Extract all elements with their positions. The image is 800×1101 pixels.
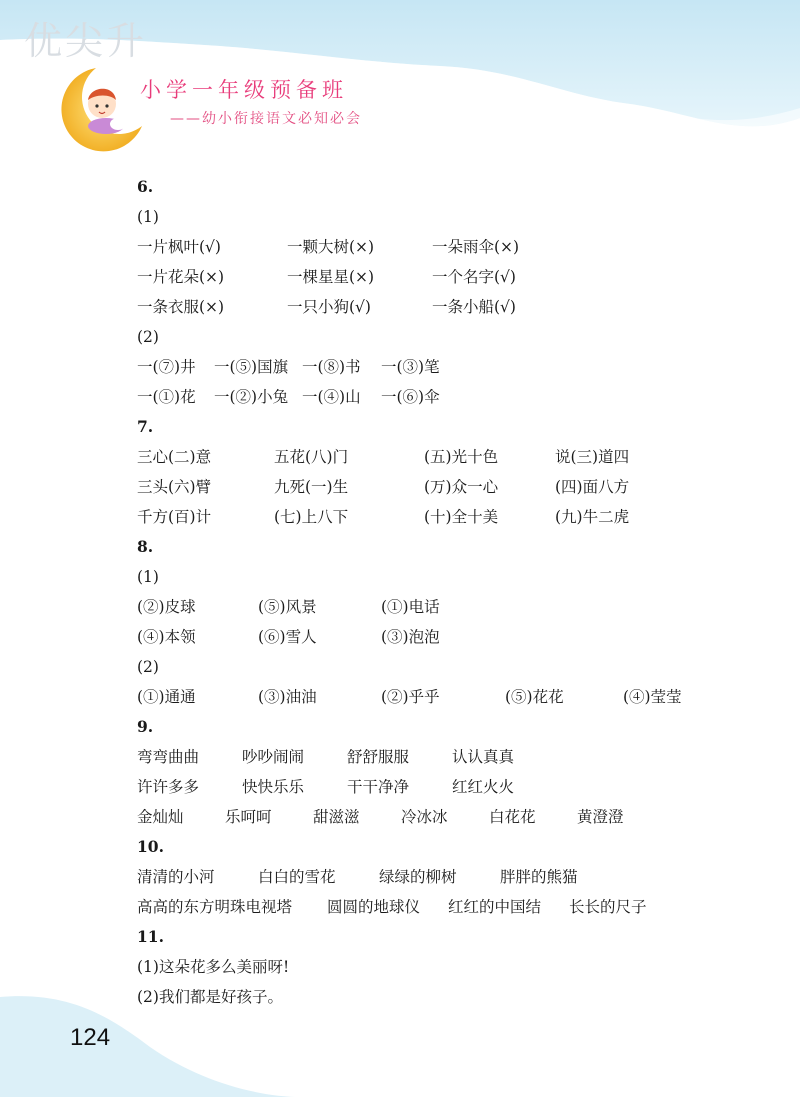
- phrase-item: 白白的雪花: [258, 868, 336, 886]
- q6-item: 一片花朵(×): [137, 268, 225, 286]
- page-header: [0, 0, 800, 170]
- q6-part2-label: (2): [137, 328, 159, 346]
- reduplicated-word: 许许多多: [137, 778, 200, 796]
- banner-subtitle: ——幼小衔接语文必知必会: [170, 111, 362, 127]
- q8-item: (①)电话: [381, 598, 440, 616]
- idiom-item: 九死(一)生: [274, 478, 349, 496]
- reduplicated-word: 认认真真: [452, 748, 515, 766]
- q6-row: [137, 262, 757, 292]
- q6-row: [137, 232, 757, 262]
- idiom-item: 五花(八)门: [274, 448, 349, 466]
- phrase-item: 高高的东方明珠电视塔: [137, 898, 293, 916]
- idiom-item: (七)上八下: [274, 508, 349, 526]
- q8-part2-label: (2): [137, 658, 159, 676]
- idiom-item: 说(三)道四: [555, 448, 630, 466]
- q6-measure-item: 一(⑤)国旗: [214, 358, 289, 376]
- q6-measure-item: 一(⑦)井: [137, 358, 196, 376]
- idiom-item: (四)面八方: [555, 478, 630, 496]
- question-9-label: 9.: [137, 717, 154, 736]
- q6-item: 一片枫叶(√): [137, 238, 221, 256]
- q8-item: (①)通通: [137, 688, 196, 706]
- q8-item: (⑤)风景: [258, 598, 317, 616]
- moon-child-icon: [56, 64, 146, 154]
- reduplicated-word: 冷冰冰: [401, 808, 448, 826]
- q6-measure-item: 一(③)笔: [381, 358, 440, 376]
- q6-measure-item: 一(②)小兔: [214, 388, 289, 406]
- phrase-item: 红红的中国结: [448, 898, 542, 916]
- q6-item: 一个名字(√): [432, 268, 516, 286]
- q7-row: [137, 502, 757, 532]
- q6-item: 一颗大树(×): [287, 238, 375, 256]
- q6-row: [137, 292, 757, 322]
- q8-item: (②)乎乎: [381, 688, 440, 706]
- q6-measure-item: 一(④)山: [302, 388, 361, 406]
- idiom-item: 三头(六)臂: [137, 478, 212, 496]
- reduplicated-word: 干干净净: [347, 778, 410, 796]
- reduplicated-word: 金灿灿: [137, 808, 184, 826]
- reduplicated-word: 吵吵闹闹: [242, 748, 305, 766]
- q7-row: [137, 442, 757, 472]
- q11-sentence: (2)我们都是好孩子。: [137, 988, 283, 1006]
- reduplicated-word: 弯弯曲曲: [137, 748, 200, 766]
- q6-measure-item: 一(⑧)书: [302, 358, 361, 376]
- idiom-item: (十)全十美: [424, 508, 499, 526]
- q6-measure-item: 一(①)花: [137, 388, 196, 406]
- q8-row: [137, 682, 757, 712]
- q8-item: (⑥)雪人: [258, 628, 317, 646]
- idiom-item: (万)众一心: [424, 478, 499, 496]
- q9-row: [137, 742, 757, 772]
- q6-measure-item: 一(⑥)伞: [381, 388, 440, 406]
- brand-logo-text: 优尖升: [24, 19, 148, 63]
- idiom-item: (九)牛二虎: [555, 508, 630, 526]
- q8-row: [137, 592, 757, 622]
- q7-row: [137, 472, 757, 502]
- question-6-label: 6.: [137, 177, 154, 196]
- q6-part1-label: (1): [137, 208, 159, 226]
- q10-row: [137, 892, 757, 922]
- question-7-label: 7.: [137, 417, 154, 436]
- question-8-label: 8.: [137, 537, 154, 556]
- q6-item: 一棵星星(×): [287, 268, 375, 286]
- q6-item: 一条小船(√): [432, 298, 516, 316]
- phrase-item: 胖胖的熊猫: [500, 868, 578, 886]
- q8-item: (④)莹莹: [623, 688, 682, 706]
- reduplicated-word: 黄澄澄: [577, 808, 624, 826]
- reduplicated-word: 红红火火: [452, 778, 515, 796]
- reduplicated-word: 乐呵呵: [225, 808, 272, 826]
- q8-item: (⑤)花花: [505, 688, 564, 706]
- idiom-item: 千方(百)计: [137, 508, 212, 526]
- reduplicated-word: 白花花: [489, 808, 536, 826]
- q11-sentence: (1)这朵花多么美丽呀!: [137, 958, 290, 976]
- reduplicated-word: 快快乐乐: [242, 778, 305, 796]
- q6-item: 一条衣服(×): [137, 298, 225, 316]
- idiom-item: 三心(二)意: [137, 448, 212, 466]
- question-11-label: 11.: [137, 927, 164, 946]
- q6-row: [137, 352, 757, 382]
- q8-item: (④)本领: [137, 628, 196, 646]
- phrase-item: 清清的小河: [137, 868, 215, 886]
- q8-row: [137, 622, 757, 652]
- question-10-label: 10.: [137, 837, 164, 856]
- q8-item: (③)泡泡: [381, 628, 440, 646]
- banner-title: 小学一年级预备班: [140, 78, 348, 102]
- page-number: 124: [70, 1024, 111, 1051]
- q6-item: 一只小狗(√): [287, 298, 371, 316]
- q6-row: [137, 382, 757, 412]
- q8-part1-label: (1): [137, 568, 159, 586]
- q8-item: (③)油油: [258, 688, 317, 706]
- q8-item: (②)皮球: [137, 598, 196, 616]
- phrase-item: 长长的尺子: [569, 898, 647, 916]
- reduplicated-word: 舒舒服服: [347, 748, 410, 766]
- q6-item: 一朵雨伞(×): [432, 238, 520, 256]
- reduplicated-word: 甜滋滋: [313, 808, 360, 826]
- phrase-item: 绿绿的柳树: [379, 868, 457, 886]
- idiom-item: (五)光十色: [424, 448, 499, 466]
- answer-content: [137, 172, 757, 1012]
- q9-row: [137, 772, 757, 802]
- phrase-item: 圆圆的地球仪: [327, 898, 421, 916]
- q10-row: [137, 862, 757, 892]
- q9-row: [137, 802, 757, 832]
